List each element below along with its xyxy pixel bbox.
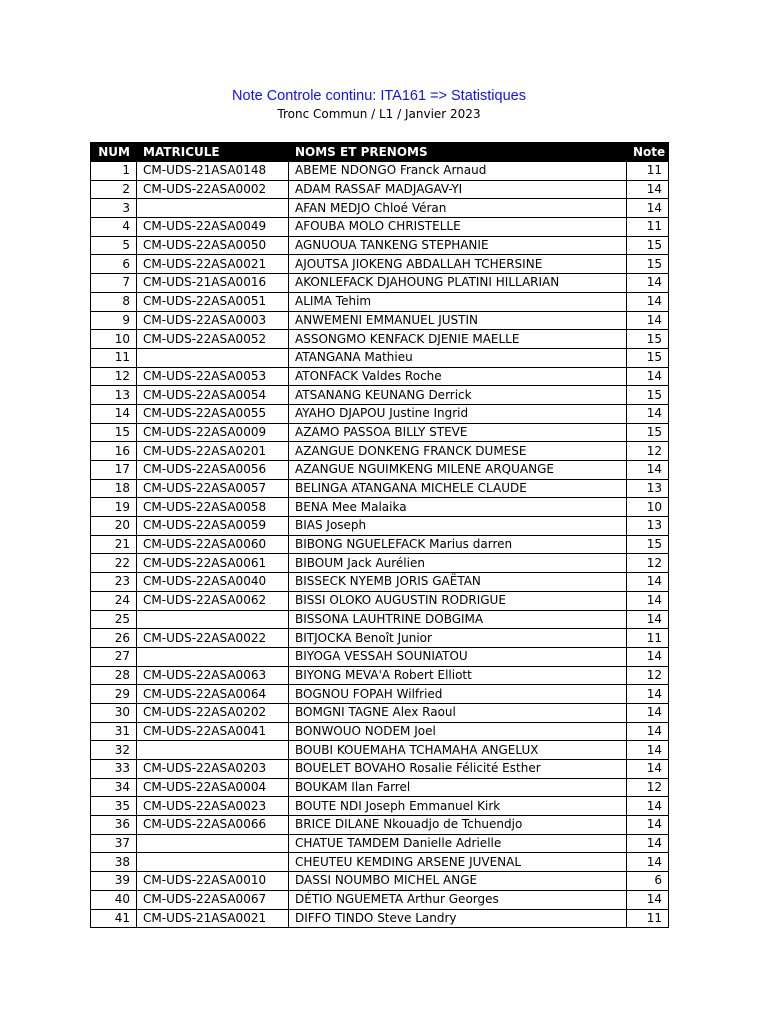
row-num: 31 xyxy=(91,722,137,741)
row-name: BISSI OLOKO AUGUSTIN RODRIGUE xyxy=(289,591,627,610)
row-note: 14 xyxy=(627,685,669,704)
row-matricule: CM-UDS-22ASA0023 xyxy=(137,797,289,816)
row-note: 15 xyxy=(627,330,669,349)
row-matricule: CM-UDS-22ASA0202 xyxy=(137,703,289,722)
row-note: 14 xyxy=(627,461,669,480)
row-matricule: CM-UDS-22ASA0201 xyxy=(137,442,289,461)
row-note: 12 xyxy=(627,666,669,685)
row-note: 11 xyxy=(627,162,669,181)
row-name: BONWOUO NODEM Joel xyxy=(289,722,627,741)
row-matricule: CM-UDS-22ASA0067 xyxy=(137,890,289,909)
row-note: 14 xyxy=(627,274,669,293)
row-note: 11 xyxy=(627,909,669,928)
table-row xyxy=(91,778,669,797)
row-note: 14 xyxy=(627,853,669,872)
row-matricule: CM-UDS-22ASA0002 xyxy=(137,180,289,199)
table-row xyxy=(91,348,669,367)
table-row xyxy=(91,685,669,704)
table-header xyxy=(91,143,669,162)
row-num: 12 xyxy=(91,367,137,386)
row-num: 19 xyxy=(91,498,137,517)
row-name: BOUBI KOUEMAHA TCHAMAHA ANGELUX xyxy=(289,741,627,760)
row-name: DASSI NOUMBO MICHEL ANGE xyxy=(289,872,627,891)
row-matricule: CM-UDS-22ASA0203 xyxy=(137,760,289,779)
header-name: NOMS ET PRENOMS xyxy=(289,143,627,162)
row-name: DIFFO TINDO Steve Landry xyxy=(289,909,627,928)
row-note: 14 xyxy=(627,311,669,330)
table-row xyxy=(91,236,669,255)
table-row xyxy=(91,591,669,610)
row-num: 22 xyxy=(91,554,137,573)
row-note: 15 xyxy=(627,386,669,405)
row-matricule: CM-UDS-21ASA0021 xyxy=(137,909,289,928)
row-num: 5 xyxy=(91,236,137,255)
row-num: 26 xyxy=(91,629,137,648)
row-matricule: CM-UDS-22ASA0004 xyxy=(137,778,289,797)
row-matricule xyxy=(137,853,289,872)
table-row xyxy=(91,703,669,722)
row-name: DÉTIO NGUEMETA Arthur Georges xyxy=(289,890,627,909)
table-row xyxy=(91,386,669,405)
row-note: 14 xyxy=(627,722,669,741)
row-name: BIBOUM Jack Aurélien xyxy=(289,554,627,573)
row-name: BOMGNI TAGNE Alex Raoul xyxy=(289,703,627,722)
row-name: ATANGANA Mathieu xyxy=(289,348,627,367)
row-num: 17 xyxy=(91,461,137,480)
row-name: ADAM RASSAF MADJAGAV-YI xyxy=(289,180,627,199)
table-row xyxy=(91,797,669,816)
row-num: 38 xyxy=(91,853,137,872)
row-name: BOUTE NDI Joseph Emmanuel Kirk xyxy=(289,797,627,816)
row-matricule: CM-UDS-22ASA0053 xyxy=(137,367,289,386)
row-note: 12 xyxy=(627,778,669,797)
row-num: 24 xyxy=(91,591,137,610)
header-num: NUM xyxy=(91,143,137,162)
row-matricule xyxy=(137,647,289,666)
row-matricule: CM-UDS-22ASA0055 xyxy=(137,404,289,423)
row-matricule: CM-UDS-22ASA0010 xyxy=(137,872,289,891)
table-row xyxy=(91,872,669,891)
row-name: ALIMA Tehim xyxy=(289,292,627,311)
row-matricule: CM-UDS-21ASA0016 xyxy=(137,274,289,293)
row-num: 32 xyxy=(91,741,137,760)
row-note: 14 xyxy=(627,703,669,722)
table-row xyxy=(91,834,669,853)
row-name: BRICE DILANE Nkouadjo de Tchuendjo xyxy=(289,816,627,835)
row-name: ATONFACK Valdes Roche xyxy=(289,367,627,386)
table-row xyxy=(91,180,669,199)
table-row xyxy=(91,610,669,629)
table-row xyxy=(91,274,669,293)
row-name: AFOUBA MOLO CHRISTELLE xyxy=(289,218,627,237)
row-note: 12 xyxy=(627,554,669,573)
row-matricule: CM-UDS-22ASA0059 xyxy=(137,517,289,536)
row-note: 13 xyxy=(627,479,669,498)
row-num: 20 xyxy=(91,517,137,536)
row-note: 14 xyxy=(627,741,669,760)
row-name: BOUELET BOVAHO Rosalie Félicité Esther xyxy=(289,760,627,779)
row-num: 23 xyxy=(91,573,137,592)
row-matricule: CM-UDS-22ASA0022 xyxy=(137,629,289,648)
row-name: BIAS Joseph xyxy=(289,517,627,536)
row-matricule: CM-UDS-22ASA0054 xyxy=(137,386,289,405)
row-note: 15 xyxy=(627,348,669,367)
header-note: Note xyxy=(627,143,669,162)
table-body xyxy=(91,162,669,928)
row-note: 12 xyxy=(627,442,669,461)
row-name: BISSONA LAUHTRINE DOBGIMA xyxy=(289,610,627,629)
row-num: 30 xyxy=(91,703,137,722)
row-matricule xyxy=(137,834,289,853)
row-name: BOGNOU FOPAH Wilfried xyxy=(289,685,627,704)
row-matricule: CM-UDS-22ASA0064 xyxy=(137,685,289,704)
row-matricule: CM-UDS-22ASA0049 xyxy=(137,218,289,237)
row-note: 10 xyxy=(627,498,669,517)
row-name: BOUKAM Ilan Farrel xyxy=(289,778,627,797)
table-row xyxy=(91,853,669,872)
row-note: 14 xyxy=(627,816,669,835)
table-row xyxy=(91,162,669,181)
row-note: 14 xyxy=(627,797,669,816)
row-name: ABEME NDONGO Franck Arnaud xyxy=(289,162,627,181)
table-row xyxy=(91,311,669,330)
row-matricule: CM-UDS-22ASA0040 xyxy=(137,573,289,592)
row-name: AKONLEFACK DJAHOUNG PLATINI HILLARIAN xyxy=(289,274,627,293)
row-name: BENA Mee Malaika xyxy=(289,498,627,517)
table-row xyxy=(91,816,669,835)
row-name: AZAMO PASSOA BILLY STEVE xyxy=(289,423,627,442)
row-num: 27 xyxy=(91,647,137,666)
row-note: 13 xyxy=(627,517,669,536)
row-name: AZANGUE NGUIMKENG MILENE ARQUANGE xyxy=(289,461,627,480)
row-note: 14 xyxy=(627,834,669,853)
row-name: BISSECK NYEMB JORIS GAËTAN xyxy=(289,573,627,592)
row-note: 14 xyxy=(627,180,669,199)
row-note: 14 xyxy=(627,367,669,386)
row-num: 40 xyxy=(91,890,137,909)
table-row xyxy=(91,573,669,592)
table-row xyxy=(91,760,669,779)
table-row xyxy=(91,330,669,349)
row-note: 11 xyxy=(627,629,669,648)
row-num: 15 xyxy=(91,423,137,442)
row-num: 21 xyxy=(91,535,137,554)
table-row xyxy=(91,722,669,741)
row-num: 10 xyxy=(91,330,137,349)
row-matricule: CM-UDS-22ASA0009 xyxy=(137,423,289,442)
row-num: 8 xyxy=(91,292,137,311)
row-matricule xyxy=(137,741,289,760)
row-matricule: CM-UDS-22ASA0021 xyxy=(137,255,289,274)
row-num: 3 xyxy=(91,199,137,218)
row-num: 25 xyxy=(91,610,137,629)
table-row xyxy=(91,741,669,760)
row-num: 34 xyxy=(91,778,137,797)
row-num: 9 xyxy=(91,311,137,330)
table-row xyxy=(91,255,669,274)
row-note: 14 xyxy=(627,890,669,909)
row-num: 16 xyxy=(91,442,137,461)
table-row xyxy=(91,367,669,386)
row-name: BIBONG NGUELEFACK Marius darren xyxy=(289,535,627,554)
row-note: 15 xyxy=(627,236,669,255)
row-name: AJOUTSA JIOKENG ABDALLAH TCHERSINE xyxy=(289,255,627,274)
row-matricule: CM-UDS-22ASA0066 xyxy=(137,816,289,835)
table-row xyxy=(91,461,669,480)
row-num: 39 xyxy=(91,872,137,891)
row-matricule: CM-UDS-22ASA0058 xyxy=(137,498,289,517)
row-name: BITJOCKA Benoît Junior xyxy=(289,629,627,648)
row-name: ANWEMENI EMMANUEL JUSTIN xyxy=(289,311,627,330)
row-matricule: CM-UDS-22ASA0060 xyxy=(137,535,289,554)
row-note: 6 xyxy=(627,872,669,891)
row-matricule: CM-UDS-22ASA0041 xyxy=(137,722,289,741)
table-row xyxy=(91,199,669,218)
table-row xyxy=(91,292,669,311)
row-matricule: CM-UDS-22ASA0061 xyxy=(137,554,289,573)
row-name: ATSANANG KEUNANG Derrick xyxy=(289,386,627,405)
document-title: Note Controle continu: ITA161 => Statistiques xyxy=(232,88,526,104)
row-num: 4 xyxy=(91,218,137,237)
row-note: 14 xyxy=(627,610,669,629)
row-matricule xyxy=(137,199,289,218)
row-num: 14 xyxy=(91,404,137,423)
row-num: 37 xyxy=(91,834,137,853)
row-matricule: CM-UDS-22ASA0056 xyxy=(137,461,289,480)
table-row xyxy=(91,629,669,648)
row-matricule: CM-UDS-22ASA0051 xyxy=(137,292,289,311)
row-num: 13 xyxy=(91,386,137,405)
row-name: CHATUE TAMDEM Danielle Adrielle xyxy=(289,834,627,853)
grades-table xyxy=(90,142,669,928)
row-note: 15 xyxy=(627,255,669,274)
row-num: 35 xyxy=(91,797,137,816)
row-matricule: CM-UDS-21ASA0148 xyxy=(137,162,289,181)
row-num: 18 xyxy=(91,479,137,498)
row-matricule: CM-UDS-22ASA0057 xyxy=(137,479,289,498)
row-num: 33 xyxy=(91,760,137,779)
row-num: 2 xyxy=(91,180,137,199)
row-matricule: CM-UDS-22ASA0003 xyxy=(137,311,289,330)
row-name: AYAHO DJAPOU Justine Ingrid xyxy=(289,404,627,423)
row-num: 1 xyxy=(91,162,137,181)
row-num: 41 xyxy=(91,909,137,928)
row-name: ASSONGMO KENFACK DJENIE MAELLE xyxy=(289,330,627,349)
row-note: 14 xyxy=(627,404,669,423)
table-row xyxy=(91,535,669,554)
row-num: 6 xyxy=(91,255,137,274)
row-note: 14 xyxy=(627,199,669,218)
table-row xyxy=(91,647,669,666)
table-row xyxy=(91,404,669,423)
row-name: BIYONG MEVA'A Robert Elliott xyxy=(289,666,627,685)
table-row xyxy=(91,218,669,237)
table-row xyxy=(91,479,669,498)
row-note: 14 xyxy=(627,760,669,779)
row-num: 28 xyxy=(91,666,137,685)
table-row xyxy=(91,554,669,573)
row-note: 14 xyxy=(627,573,669,592)
row-name: AGNUOUA TANKENG STEPHANIE xyxy=(289,236,627,255)
table-row xyxy=(91,909,669,928)
row-name: CHEUTEU KEMDING ARSENE JUVENAL xyxy=(289,853,627,872)
row-matricule xyxy=(137,348,289,367)
document-subtitle: Tronc Commun / L1 / Janvier 2023 xyxy=(277,107,481,121)
row-name: AZANGUE DONKENG FRANCK DUMESE xyxy=(289,442,627,461)
row-matricule: CM-UDS-22ASA0062 xyxy=(137,591,289,610)
row-num: 29 xyxy=(91,685,137,704)
table-row xyxy=(91,442,669,461)
row-note: 11 xyxy=(627,218,669,237)
table-row xyxy=(91,890,669,909)
table-row xyxy=(91,423,669,442)
table-row xyxy=(91,498,669,517)
row-note: 14 xyxy=(627,647,669,666)
header-matricule: MATRICULE xyxy=(137,143,289,162)
row-matricule xyxy=(137,610,289,629)
row-matricule: CM-UDS-22ASA0052 xyxy=(137,330,289,349)
row-name: BIYOGA VESSAH SOUNIATOU xyxy=(289,647,627,666)
header-row xyxy=(91,143,669,162)
row-note: 15 xyxy=(627,535,669,554)
row-matricule: CM-UDS-22ASA0050 xyxy=(137,236,289,255)
row-matricule: CM-UDS-22ASA0063 xyxy=(137,666,289,685)
row-name: BELINGA ATANGANA MICHELE CLAUDE xyxy=(289,479,627,498)
row-num: 7 xyxy=(91,274,137,293)
row-name: AFAN MEDJO Chloé Véran xyxy=(289,199,627,218)
row-note: 14 xyxy=(627,292,669,311)
row-note: 15 xyxy=(627,423,669,442)
row-num: 11 xyxy=(91,348,137,367)
table-row xyxy=(91,517,669,536)
row-note: 14 xyxy=(627,591,669,610)
table-row xyxy=(91,666,669,685)
row-num: 36 xyxy=(91,816,137,835)
